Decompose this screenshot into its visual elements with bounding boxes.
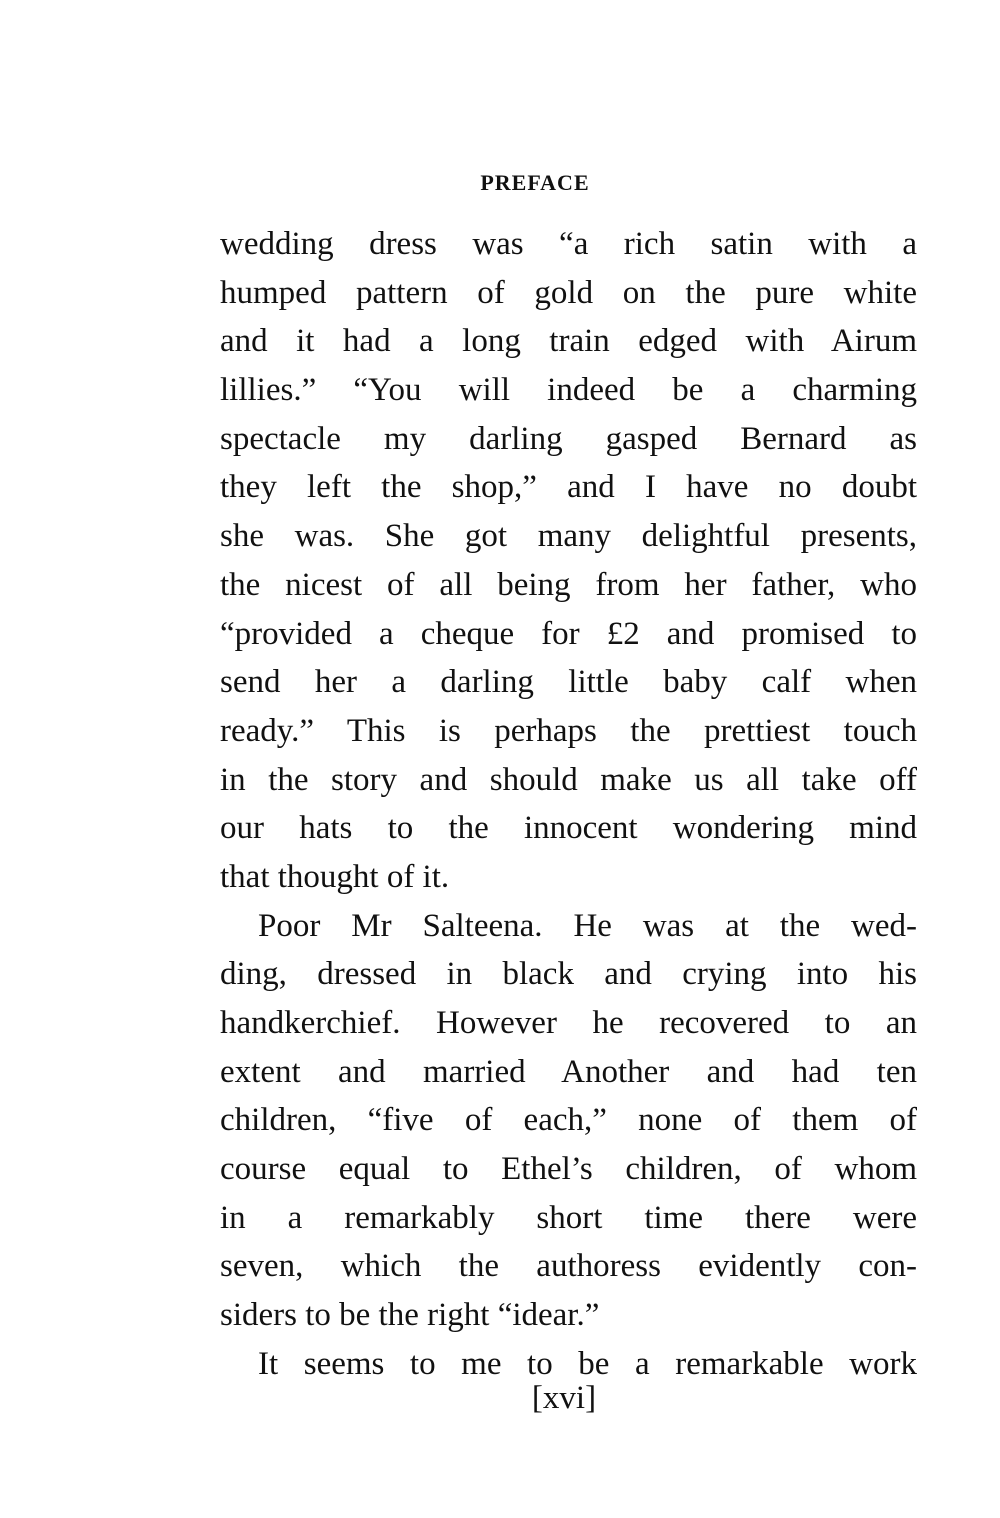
page-number: [xvi]	[531, 1380, 597, 1416]
text-line: siders to be the right “idear.”	[220, 1297, 600, 1334]
body-text	[220, 220, 917, 1389]
text-line: Poor Mr Salteena. He was at the wed-	[258, 907, 917, 944]
text-line: extent and married Another and had ten	[220, 1053, 917, 1090]
text-line: seven, which the authoress evidently con-	[220, 1248, 917, 1285]
text-line: spectacle my darling gasped Bernard as	[220, 420, 917, 457]
text-line: she was. She got many delightful presents,	[220, 518, 917, 555]
text-line: “provided a cheque for £2 and promised to	[220, 615, 917, 652]
text-line: course equal to Ethel’s children, of whom	[220, 1151, 917, 1188]
text-line: and it had a long train edged with Airum	[220, 323, 917, 360]
text-line: children, “five of each,” none of them of	[220, 1102, 917, 1139]
text-line: handkerchief. However he recovered to an	[220, 1005, 917, 1041]
text-line: ready.” This is perhaps the prettiest touch	[220, 712, 917, 749]
text-line: in a remarkably short time there were	[220, 1199, 917, 1236]
text-line: in the story and should make us all take off	[220, 761, 917, 798]
text-line: that thought of it.	[220, 858, 450, 895]
paragraph	[220, 902, 917, 1340]
text-line: they left the shop,” and I have no doubt	[220, 469, 917, 506]
text-line: send her a darling little baby calf when	[220, 664, 917, 701]
text-line: It seems to me to be a remarkable work	[258, 1345, 917, 1382]
text-line: ding, dressed in black and crying into his	[220, 956, 917, 993]
text-line: the nicest of all being from her father, who	[220, 566, 917, 603]
paragraph	[220, 220, 917, 902]
text-line: wedding dress was “a rich satin with a	[220, 226, 917, 262]
text-line: lillies.” “You will indeed be a charming	[220, 372, 917, 409]
text-line: our hats to the innocent wondering mind	[220, 810, 917, 847]
text-line: humped pattern of gold on the pure white	[220, 274, 917, 311]
running-head: PREFACE	[480, 170, 590, 195]
